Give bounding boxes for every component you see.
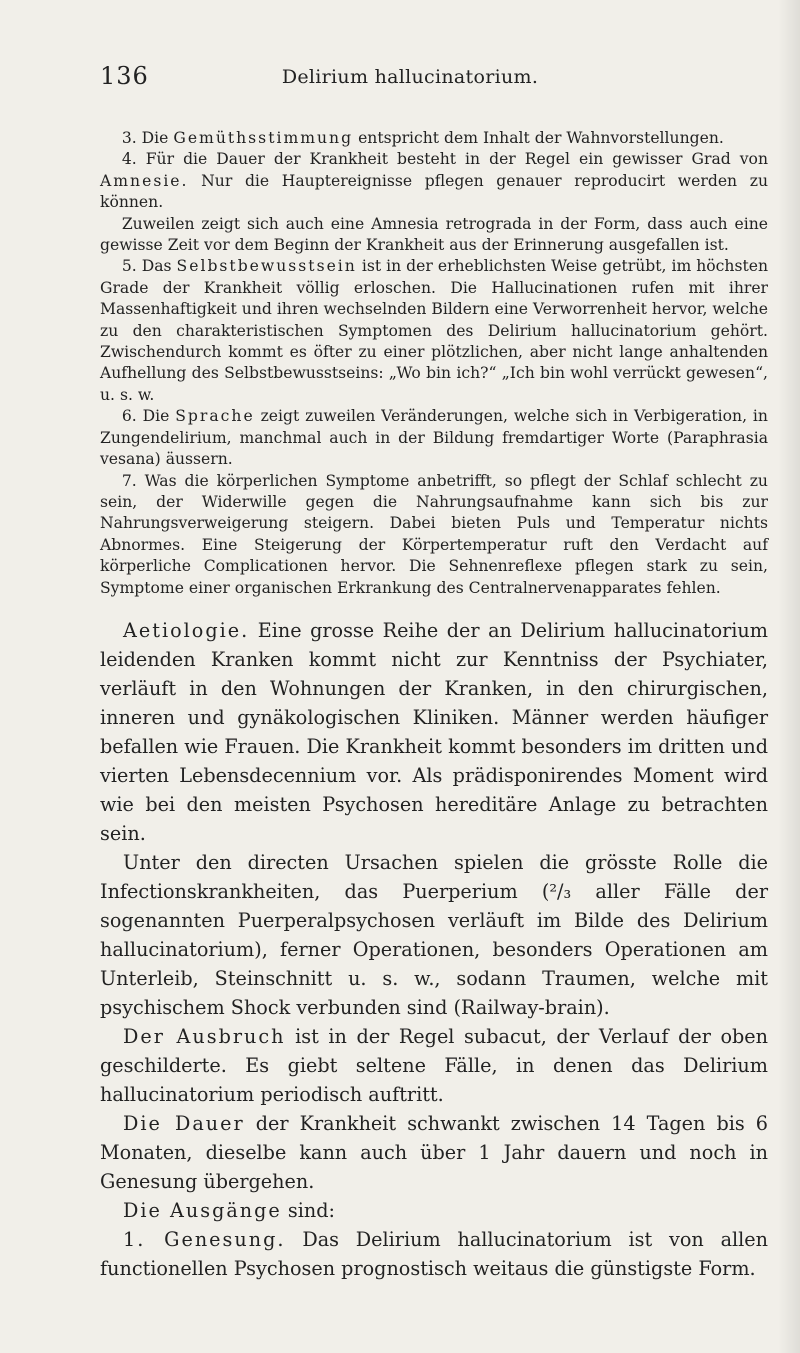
paragraph-term: Die Ausgänge xyxy=(123,1199,282,1222)
paragraph-text: Eine grosse Reihe der an Delirium hallucinatorium leidenden Kranken kommt nicht zur Kenntniss der Psychiater, verläuft in den Wohnungen der Kranken, in den chirurgischen, inneren und gynäkologischen Kliniken. Männer werden häufiger befallen wie Frauen. Die Krankheit kommt besonders im dritten und vierten Lebensdecennium vor. Als prädisponirendes Moment wird wie bei den meisten Psychosen hereditäre Anlage zu betrachten sein. xyxy=(100,619,768,845)
paragraph xyxy=(100,214,768,257)
paragraph xyxy=(100,1109,768,1196)
paragraph-text: sind: xyxy=(287,1199,335,1222)
paragraph xyxy=(100,406,768,470)
paragraph-term: Selbstbewusstsein xyxy=(176,257,357,276)
numbered-symptoms-section xyxy=(100,128,768,599)
paragraph xyxy=(100,1225,768,1283)
paragraph-term: Die Dauer xyxy=(123,1112,245,1135)
aetiology-section xyxy=(100,616,768,1283)
paragraph-text: der Krankheit schwankt zwischen 14 Tagen bis 6 Monaten, dieselbe kann auch über 1 Jahr dauern und noch in Genesung übergehen. xyxy=(100,1112,769,1193)
running-title: Delirium hallucinatorium. xyxy=(281,66,539,88)
paragraph-text: ist in der erheblichsten Weise getrübt, im höchsten Grade der Krankheit völlig erloschen. Die Hallucinationen rufen mit ihrer Massenhaftigkeit und ihren wechselnden Bildern eine Verworrenheit hervor, welche zu den charakteristischen Symptomen des Delirium hallucinatorium gehört. Zwischendurch kommt es öfter zu einer plötzlichen, aber nicht lange anhaltenden Aufhellung des Selbstbewusstseins: „Wo bin ich?“ „Ich bin wohl verrückt gewesen“, u. s. w. xyxy=(100,257,768,404)
page-header xyxy=(60,62,760,102)
paragraph-text: Nur die Hauptereignisse pflegen genauer reproducirt werden zu können. xyxy=(100,171,768,212)
paragraph-text: Zuweilen zeigt sich auch eine Amnesia retrograda in der Form, dass auch eine gewisse Zeit vor dem Beginn der Krankheit aus der Erinnerung ausgefallen ist. xyxy=(100,214,768,255)
paragraph-number: 7. Was die körperlichen Symptome anbetrifft, so pflegt der Schlaf xyxy=(121,471,668,490)
paragraph-number: 5. Das xyxy=(121,257,172,276)
section-heading: Aetiologie. xyxy=(123,619,250,642)
paragraph xyxy=(100,256,768,406)
paragraph-text: ist in der Regel subacut, der Verlauf der oben geschilderte. Es giebt seltene Fälle, in denen das Delirium hallucinatorium periodisch auftritt. xyxy=(100,1025,769,1106)
paragraph-text: Unter den directen Ursachen spielen die grösste Rolle die Infectionskrankheiten, das Puerperium (²/₃ aller Fälle der sogenannten Puerperalpsychosen verläuft im Bilde des Delirium hallucinatorium), ferner Operationen, besonders Operationen am Unterleib, Steinschnitt u. s. w., sodann Traumen, welche mit psychischem Shock verbunden sind (Railway-brain). xyxy=(100,851,768,1019)
page-number: 136 xyxy=(100,62,149,90)
paragraph-number: 3. Die xyxy=(121,129,169,147)
paragraph xyxy=(100,471,768,599)
paragraph-term: Sprache xyxy=(175,407,255,426)
paragraph-text: zeigt zuweilen Veränderungen, welche sich in Verbigeration, in Zungendelirium, manchmal auch in der Bildung fremdartiger Worte (Paraphrasia vesana) äussern. xyxy=(100,407,768,469)
paragraph xyxy=(100,149,768,213)
paragraph-number: 6. Die xyxy=(121,407,170,426)
paragraph xyxy=(100,1196,768,1225)
paragraph xyxy=(100,616,768,848)
paragraph-term: Der Ausbruch xyxy=(123,1025,286,1048)
paragraph-term: Gemüthsstimmung xyxy=(173,129,354,147)
paragraph-text: entspricht dem Inhalt der Wahnvorstellungen. xyxy=(358,129,724,147)
paragraph xyxy=(100,128,768,149)
paragraph-term: 1. Genesung. xyxy=(123,1228,286,1251)
paragraph-number: 4. Für die Dauer der Krankheit besteht in der Regel ein gewisser Grad von xyxy=(121,150,768,169)
paragraph-text: Das Delirium hallucinatorium ist von allen functionellen Psychosen prognostisch weitaus die günstigste Form. xyxy=(100,1228,768,1280)
paragraph xyxy=(100,1022,768,1109)
paragraph-text: schlecht zu sein, der Widerwille gegen die Nahrungsaufnahme kann sich bis zur Nahrungsverweigerung steigern. Dabei bieten Puls und Temperatur nichts Abnormes. Eine Steigerung der Körpertemperatur ruft den Verdacht auf körperliche Complicationen hervor. Die Sehnenreflexe pflegen stark zu sein, Symptome einer organischen Erkrankung des Centralnervenapparates fehlen. xyxy=(100,471,768,597)
paragraph xyxy=(100,848,768,1022)
page-edge-shadow xyxy=(778,0,800,1353)
paragraph-term: Amnesie. xyxy=(100,171,189,190)
